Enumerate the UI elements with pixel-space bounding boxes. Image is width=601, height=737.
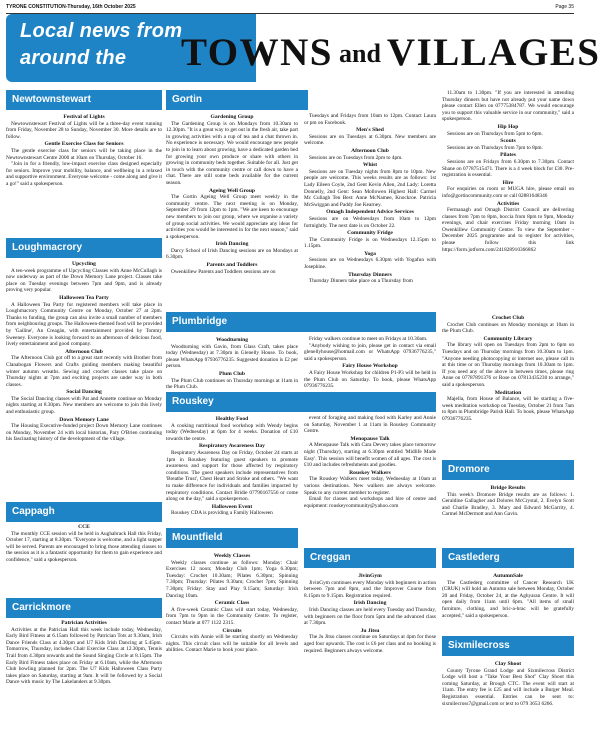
section-header-creggan: Creggan (304, 548, 436, 568)
article-text: Darcy School of Irish Dancing sessions are on Mondays at 6.30pm. (166, 247, 298, 261)
article-heading: Thursday Dinners (348, 271, 392, 278)
article-heading: Woodturning (215, 337, 249, 343)
article-heading: JivinGym (358, 573, 382, 579)
section-header-rouskey: Rouskey (166, 392, 436, 412)
article-text: Sessions are on Wednesdays from 10am to 12pm fortnightly. The next date is on October 22. (304, 215, 436, 229)
article-text: The Ju Jitsu classes continue on Saturdays at 4pm for those aged four upwards. The cost is £6 per class and no booking is required. Beginners always welcome. (304, 634, 436, 654)
section-header-mountfield: Mountfield (166, 528, 298, 548)
banner-word-villages: VILLAGES (386, 31, 601, 74)
banner-tagline-2: around the (20, 47, 127, 69)
publication-line: TYRONE CONSTITUTION-Thursday, 16th October 2025 (6, 4, 136, 10)
article-heading: Community Library (483, 335, 533, 342)
article-text: Woodturning with Gavin, from Glass Craft, takes place today (Wednesday) at 7.30pm in Glenelly House. To book, please WhatsApp 07936776235. Suggested donation is £2 per person. (166, 343, 298, 370)
article-heading: Whist (362, 162, 378, 169)
article-text: The Social Dancing classes with Pat and Annette continue on Monday nights starting at 8.30pm. New members are welcome to join this lively and enthusiastic group. (6, 395, 162, 416)
article-heading: Omagh Independent Advice Services (326, 209, 414, 216)
article-text: Majella, from House of Balance, will be starting a five-week meditation workshop on Tuesday, October 21 from 7am to 8pm in Plumbridge Parish Hall. To book, please WhatsApp 07936776235. (442, 396, 574, 422)
article-text: The Gortin Ageing Well Group meet weekly in the community centre. The next meeting is on Monday, September 29 from 12pm to 1pm. "We are keen to encourage new members to join our group, where we organise a variety of group social activities. We would appreciate any ideas for activities you would be interested in for the next season," said a spokesperson. (166, 194, 298, 240)
rouskey-col-a (166, 415, 298, 526)
article-heading: Rouskey Walkers (349, 469, 391, 476)
article-text: A five-week Ceramic Class will start today, Wednesday, from 7pm to 9pm in the Community Centre. To register, contact Marie at 077 1122 2315. (166, 606, 298, 626)
article-heading: CCE (78, 524, 90, 530)
article-text: Rouskey CDA is providing a Family Halloween (171, 510, 273, 517)
mountfield-body (166, 552, 298, 737)
article-heading: AutumnSale (493, 573, 523, 579)
loughmacrory-body (6, 260, 162, 504)
gortin-col-c (442, 90, 574, 312)
article-heading: Gentle Exercise Class for Seniors (44, 141, 124, 148)
article-text: A Fairy House Workshop for children P1-P3 will be held in the Plum Club on Saturday. To book, please WhatsApp 07936776235. (304, 369, 436, 390)
article-text: Sessions are on Tuesday nights from 8pm to 10pm. New people are welcome. This weeks results are as follows: 1st Lady Eileen Coyle, 2nd Gent Kevin Allen, 2nd Lady: Loretta Donnelly, 2nd Gent: Sean Mollowen Highest Hall: Carmel Mc Cullagh Ten Best: Anne McNamee, Knockroe. Patricia McSwiggan and Paddy Joe Kearney. (304, 168, 436, 208)
article-heading: Ceramic Class (214, 600, 250, 607)
article-heading: Clay Shoot (494, 661, 522, 667)
article-text: A Menopause Talk with Cara Devery takes place tomorrow night (Thursday), starting at 6.30pm entitled 'Midlife Made Easy'. This session will benefit women of all ages. The cost is £10 and includes refreshments and goodies. (304, 442, 436, 469)
article-text: The Castlederg committee of Cancer Research UK (CRUK) will hold an Autumn sale between Monday, October 20 and Friday, October 24, at the Aghyaran Centre. It will open daily from 11am until 6pm. "All items of small furniture, clothing, and bric-a-brac will be gratefully accepted," said a spokesperson. (442, 579, 574, 619)
article-heading: Bridge Results (490, 485, 526, 491)
section-banner (6, 14, 601, 82)
plumbridge-col-a (166, 336, 298, 394)
article-text: This week's Dromore Bridge results are as follows: 1. Geraldine Gallagher and Dolores McCrystal, 2. Evelyn Scott and Charlie Bradley, 3. Mary and Edward McGarrity, 4. Carmel McDermott and Ann Gavin. (442, 491, 574, 518)
article-text: The library will open on Tuesdays from 2pm to 6pm on Tuesdays and on Thursday mornings from 10.30am to 1pm. "Anyone needing photocopying or internet use, please call in at this time or on Thursday mornings from 10.30am to 1pm. If you need any of the above in between times, please ring Anne on 07787891376 or Rose on 07813435230 to arrange," said a spokesperson. (442, 342, 574, 388)
article-heading: Afternoon Club (351, 147, 389, 154)
page-header-bar (6, 3, 574, 14)
article-heading: Down Memory Lane (59, 416, 109, 423)
section-header-dromore: Dromore (442, 460, 574, 480)
article-heading: Halloween Tea Party (59, 294, 109, 301)
article-heading: Irish Dancing (215, 241, 249, 248)
article-text: Sessions are on Wednesdays 6.30pm with Yogafun with Josephine. (304, 257, 436, 271)
article-heading: Patrician Activities (61, 620, 107, 626)
article-heading: Upcycling (72, 261, 96, 267)
castlederg-body (442, 572, 574, 636)
article-heading: Yoga (364, 250, 376, 257)
article-text: The Gardening Group is on Mondays from 10.30am to 12.30pm. "It is a great way to get out in the fresh air, take part in growing activities with a cup of tea and a chat thrown in. No experience is necessary. We would encourage new people to join in to learn about growing, have a dedicated garden bed for growing your own produce or share with others in growing in community beds together. Suitable for all. Just get in touch with the community centre or call down to have a chat. There are still some beds available for the current season. (166, 120, 298, 186)
rouskey-col-b (304, 415, 436, 526)
article-text: Respiratory Awareness Day on Friday, October 24 starts at 1pm in Rouskey featuring guest speakers to promote awareness and support for those affected by respiratory conditions. The guest speakers include representatives from 'Breathe Trust', Chest Heart and Stroke and others. "We want to make difference for individuals and families impacted by respiratory conditions. Contact Bridie 07790167556 or come along on the day," said a spokesperson. (166, 449, 298, 503)
article-heading: Meditation (494, 389, 522, 396)
article-text: Sessions are on Thursdays from 5pm to 6pm. (447, 130, 543, 137)
plumbridge-col-c (442, 314, 574, 456)
article-text: The Afternoon Club got off to a great start recently with Brother from Clanabogan Flowers and Crafts guiding members making beautiful winter autumn wreaths. Sewing and crochet classes take place on Thursday nights at 7pm and exciting projects are under way in both classes. (6, 355, 162, 388)
article-heading: Activities (496, 200, 520, 207)
article-heading: Ageing Well Group (208, 187, 256, 194)
plumbridge-col-b (304, 336, 436, 394)
banner-amp: and (339, 39, 381, 68)
cappagh-body (6, 523, 162, 603)
article-heading: Weekly Classes (213, 553, 251, 559)
article-text: "Anybody wishing to join, please get in contact via email glenellyhouse@hotmail.com or WhatsApp 07936776235," said a spokesperson. (304, 342, 436, 362)
article-heading: Healthy Food (215, 416, 249, 422)
article-heading: Menopause Talk (350, 435, 390, 442)
article-text: The gentle exercise class for seniors will be taking place in the Newtownstewart Centre 2000 at 10am on Thursday, October 16. (6, 147, 162, 161)
article-text: County Tyrone Grand Lodge and Sixmilecross District Lodge will host a "Take Your Best Shot" Clay Shoot this coming Saturday, at Brough CTC. The event will start at 11am. The entry fee is £25 and will include a Burger Meal. Registration essential. Entries can be sent to: sixmilecross7@gmail.com or text to 079 3653 6266. (442, 667, 574, 707)
section-header-plumbridge: Plumbridge (166, 312, 436, 332)
article-text: Sessions are on Fridays from 6.30pm to 7.30pm. Contact Shane on 07787515471. There is a 4 week block for £30. Pre-registration is essential. (442, 158, 574, 179)
creggan-body (304, 572, 436, 735)
article-text: 11.30am to 1.30pm. "If you are interested in attending Thursday dinners but have not already put your name down please contact Ellen on 07775384787. We would encourage you to support this valuable service in our community," said a spokesperson. (442, 90, 574, 123)
article-text: Weekly classes continue as follows: Monday: Chair Exercises 12 noon; Monday Club 1pm; Yoga 6.30pm; Tuesday: Crochet 10.30am; Pilates 6.30pm; Spinning 7.30pm; Thursday: Pilates 9.30am; Crochet 7pm; Spinning 7.30pm; Friday: Stay and Play 9.15am; Saturday: Irish Dancing 10am. (166, 559, 298, 599)
article-heading: Gardening Group (210, 114, 254, 120)
article-heading: Irish Dancing (353, 600, 387, 607)
banner-title (181, 30, 601, 75)
section-header-gortin: Gortin (166, 90, 308, 110)
dromore-body (442, 484, 574, 548)
article-heading: Fairy House Workshop (342, 363, 398, 370)
article-text: The Community Fridge is on Wednesdays 12.15pm to 1.15pm. (304, 236, 436, 250)
article-text: JivinGym continues every Monday with beginners in action between 7pm and 8pm, and the Improver Course from 8.15pm to 9.15pm. Registration required. (304, 579, 436, 599)
sixmilecross-body (442, 660, 574, 736)
article-text: Irish Dancing classes are held every Tuesday and Thursday, with beginners on the floor from 5pm and the advanced class at 7.30pm. (304, 606, 436, 627)
article-text: The monthly CCE session will be held in Aughabrack Hall this Friday, October 17, starting at 8.30pm. "Everyone is welcome, and a light supper will be served. Parents are encouraged to bring those attending classes to the session as it is a fantastic opportunity for them to gain experience and confidence," said a spokesperson. (6, 530, 162, 563)
article-text: The Housing Executive-funded project Down Memory Lane continues on Monday, November 24 with local historian, Pary O'Brien continuing his fascinating history of the development of the village. (6, 423, 162, 443)
article-heading: Parents and Toddlers (206, 262, 258, 269)
article-text: The Plum Club continues on Thursday mornings at 11am in the Plum Club. (166, 377, 298, 391)
banner-word-towns: TOWNS (181, 31, 333, 74)
article-text: Circuits with Annie will be starting shortly on Wednesday nights. This circuit class will be suitable for all levels and abilities. Contact Marie to book your place. (166, 634, 298, 654)
article-heading: Social Dancing (66, 389, 102, 396)
article-text: Owenkillew Parents and Toddlers sessions are on (171, 268, 276, 275)
page-number: Page 35 (555, 4, 574, 10)
section-header-carrickmore: Carrickmore (6, 598, 162, 618)
article-heading: Crochet Club (491, 315, 525, 321)
article-text: Activities at the Patrician Hall this week include today, Wednesday, Early Bird Fitness at 6.15am followed by Patrician Tots at 9.30am, Irish Dance Friends Class at 4.30pm and U7 Kids Irish Dancing at 5.45pm. Tomorrow, Thursday, includes Chair Exercise Class at 12.30pm, Tennis Trail from 4.30pm onwards and the Sound Singing Circle at 8.15pm. The Early Bird Fitness takes place on Friday at 6.10am, while the Afternoon Club bowling planned for 2pm. The U7 Kids Halloween Class Party takes place on Saturday, starting at 9am. It will be followed by a Social Dance with music by The Lakelanders at 9.30pm. (6, 626, 162, 686)
article-heading: Hip Hop (497, 123, 519, 130)
article-text: Fermanagh and Omagh District Council are delivering classes from 7pm to 8pm, boccia from 8pm to 9pm, Monday evenings, and chair exercises Friday morning 10am in Owenkillew Community Centre. To view the September - December 2025 programme and to register for activities, please follow this link https://form.jotform.com/241828910366862 (442, 207, 574, 253)
section-header-loughmacrory: Loughmacrory (6, 238, 162, 258)
article-heading: Scouts (500, 138, 516, 145)
section-header-cappagh: Cappagh (6, 502, 162, 522)
gortin-col-b (304, 113, 436, 313)
article-text: For enquiries on room or MUGA hire, please email on info@gortincommunity.com or call 02881648346 (442, 186, 574, 199)
article-heading: Men's Shed (356, 127, 384, 134)
gortin-col-a (166, 113, 298, 313)
article-text: The Rouskey Walkers meet today, Wednesday at 10am at various destinations. New walkers are always welcome. Speak to any current member to register. (304, 476, 436, 496)
article-text: "Join in for a friendly, low-impact exercise class designed especially for seniors. Improve your mobility, balance, and wellbeing in a relaxed and supportive environment. Everyone welcome - come along and give it a go!" said a spokesperson. (6, 161, 162, 187)
article-text: Sessions are on Tuesdays at 6.30pm. New members are welcome. (304, 133, 436, 147)
article-heading: Respiratory Awareness Day (199, 443, 265, 450)
article-text: A cooking nutritional food workshop with Wendy begins today (Wednesday) at 6pm for 4 weeks. Donation of £10 towards the centre. (166, 422, 298, 442)
article-text: Friday walkers continue to meet on Fridays at 10.30am. (309, 336, 428, 342)
article-heading: Halloween Event (211, 503, 253, 510)
article-heading: Hire (502, 179, 514, 186)
newtownstewart-body (6, 113, 162, 239)
article-heading: Ju Jitsu (360, 627, 380, 634)
article-text: A ten-week programme of Upcycling Classes with Anne McCullagh is now underway as part of the Down Memory Lane project. Classes take place on Tuesday evenings between 7pm and 9pm, and is already proving very popular. (6, 267, 162, 294)
carrickmore-body (6, 619, 162, 735)
article-heading: Circuits (222, 627, 242, 634)
article-text: event of foraging and making food with Karley and Annie on Saturday, November 1 at 11am in Rouskey Community Centre. (304, 415, 436, 435)
article-heading: Afternoon Club (65, 348, 103, 355)
article-text: Thursday Dinners take place on a Thursday from (309, 278, 413, 285)
article-text: Newtownstewart Festival of Lights will be a three-day event running from Friday, November 28 to Sunday, November 30. More details are to follow. (6, 120, 162, 140)
article-heading: Plum Club (219, 370, 245, 377)
article-text: Crochet Club continues on Monday mornings at 10am in the Plum Club. (442, 321, 574, 335)
article-heading: Community Fridge (347, 230, 393, 237)
section-header-sixmilecross: Sixmilecross (442, 636, 574, 656)
article-heading: Festival of Lights (63, 114, 105, 120)
article-text: Email for classes and workshops and hire of centre and equipment: rouskeycommunity@yahoo.com (304, 496, 436, 509)
banner-tagline-1: Local news from (20, 20, 183, 42)
article-text: Tuesdays and Fridays from 10am to 12pm. Contact Laura or pm on Facebook. (304, 113, 436, 126)
section-header-castlederg: Castlederg (442, 548, 574, 568)
section-header-newtownstewart: Newtownstewart (6, 90, 162, 110)
article-text: Sessions are on Tuesdays from 2pm to 4pm. (309, 154, 403, 161)
article-text: A Halloween Tea Party for registered members will take place in Loughmacrory Community Centre on Monday, October 27 at 2pm. Thanks to funding, the group can also invite a small number of members from neighbouring groups. The Halloween-themed food will be provided by 'Gailine', An Creagán, with entertainment provided by Tommy Sweeney. Everyone is looking forward to an afternoon of delicious food, lively entertainment and good company. (6, 301, 162, 348)
article-heading: Pilates (500, 152, 516, 159)
article-text: Sessions are on Thursdays from 7pm to 8pm. (447, 144, 543, 151)
